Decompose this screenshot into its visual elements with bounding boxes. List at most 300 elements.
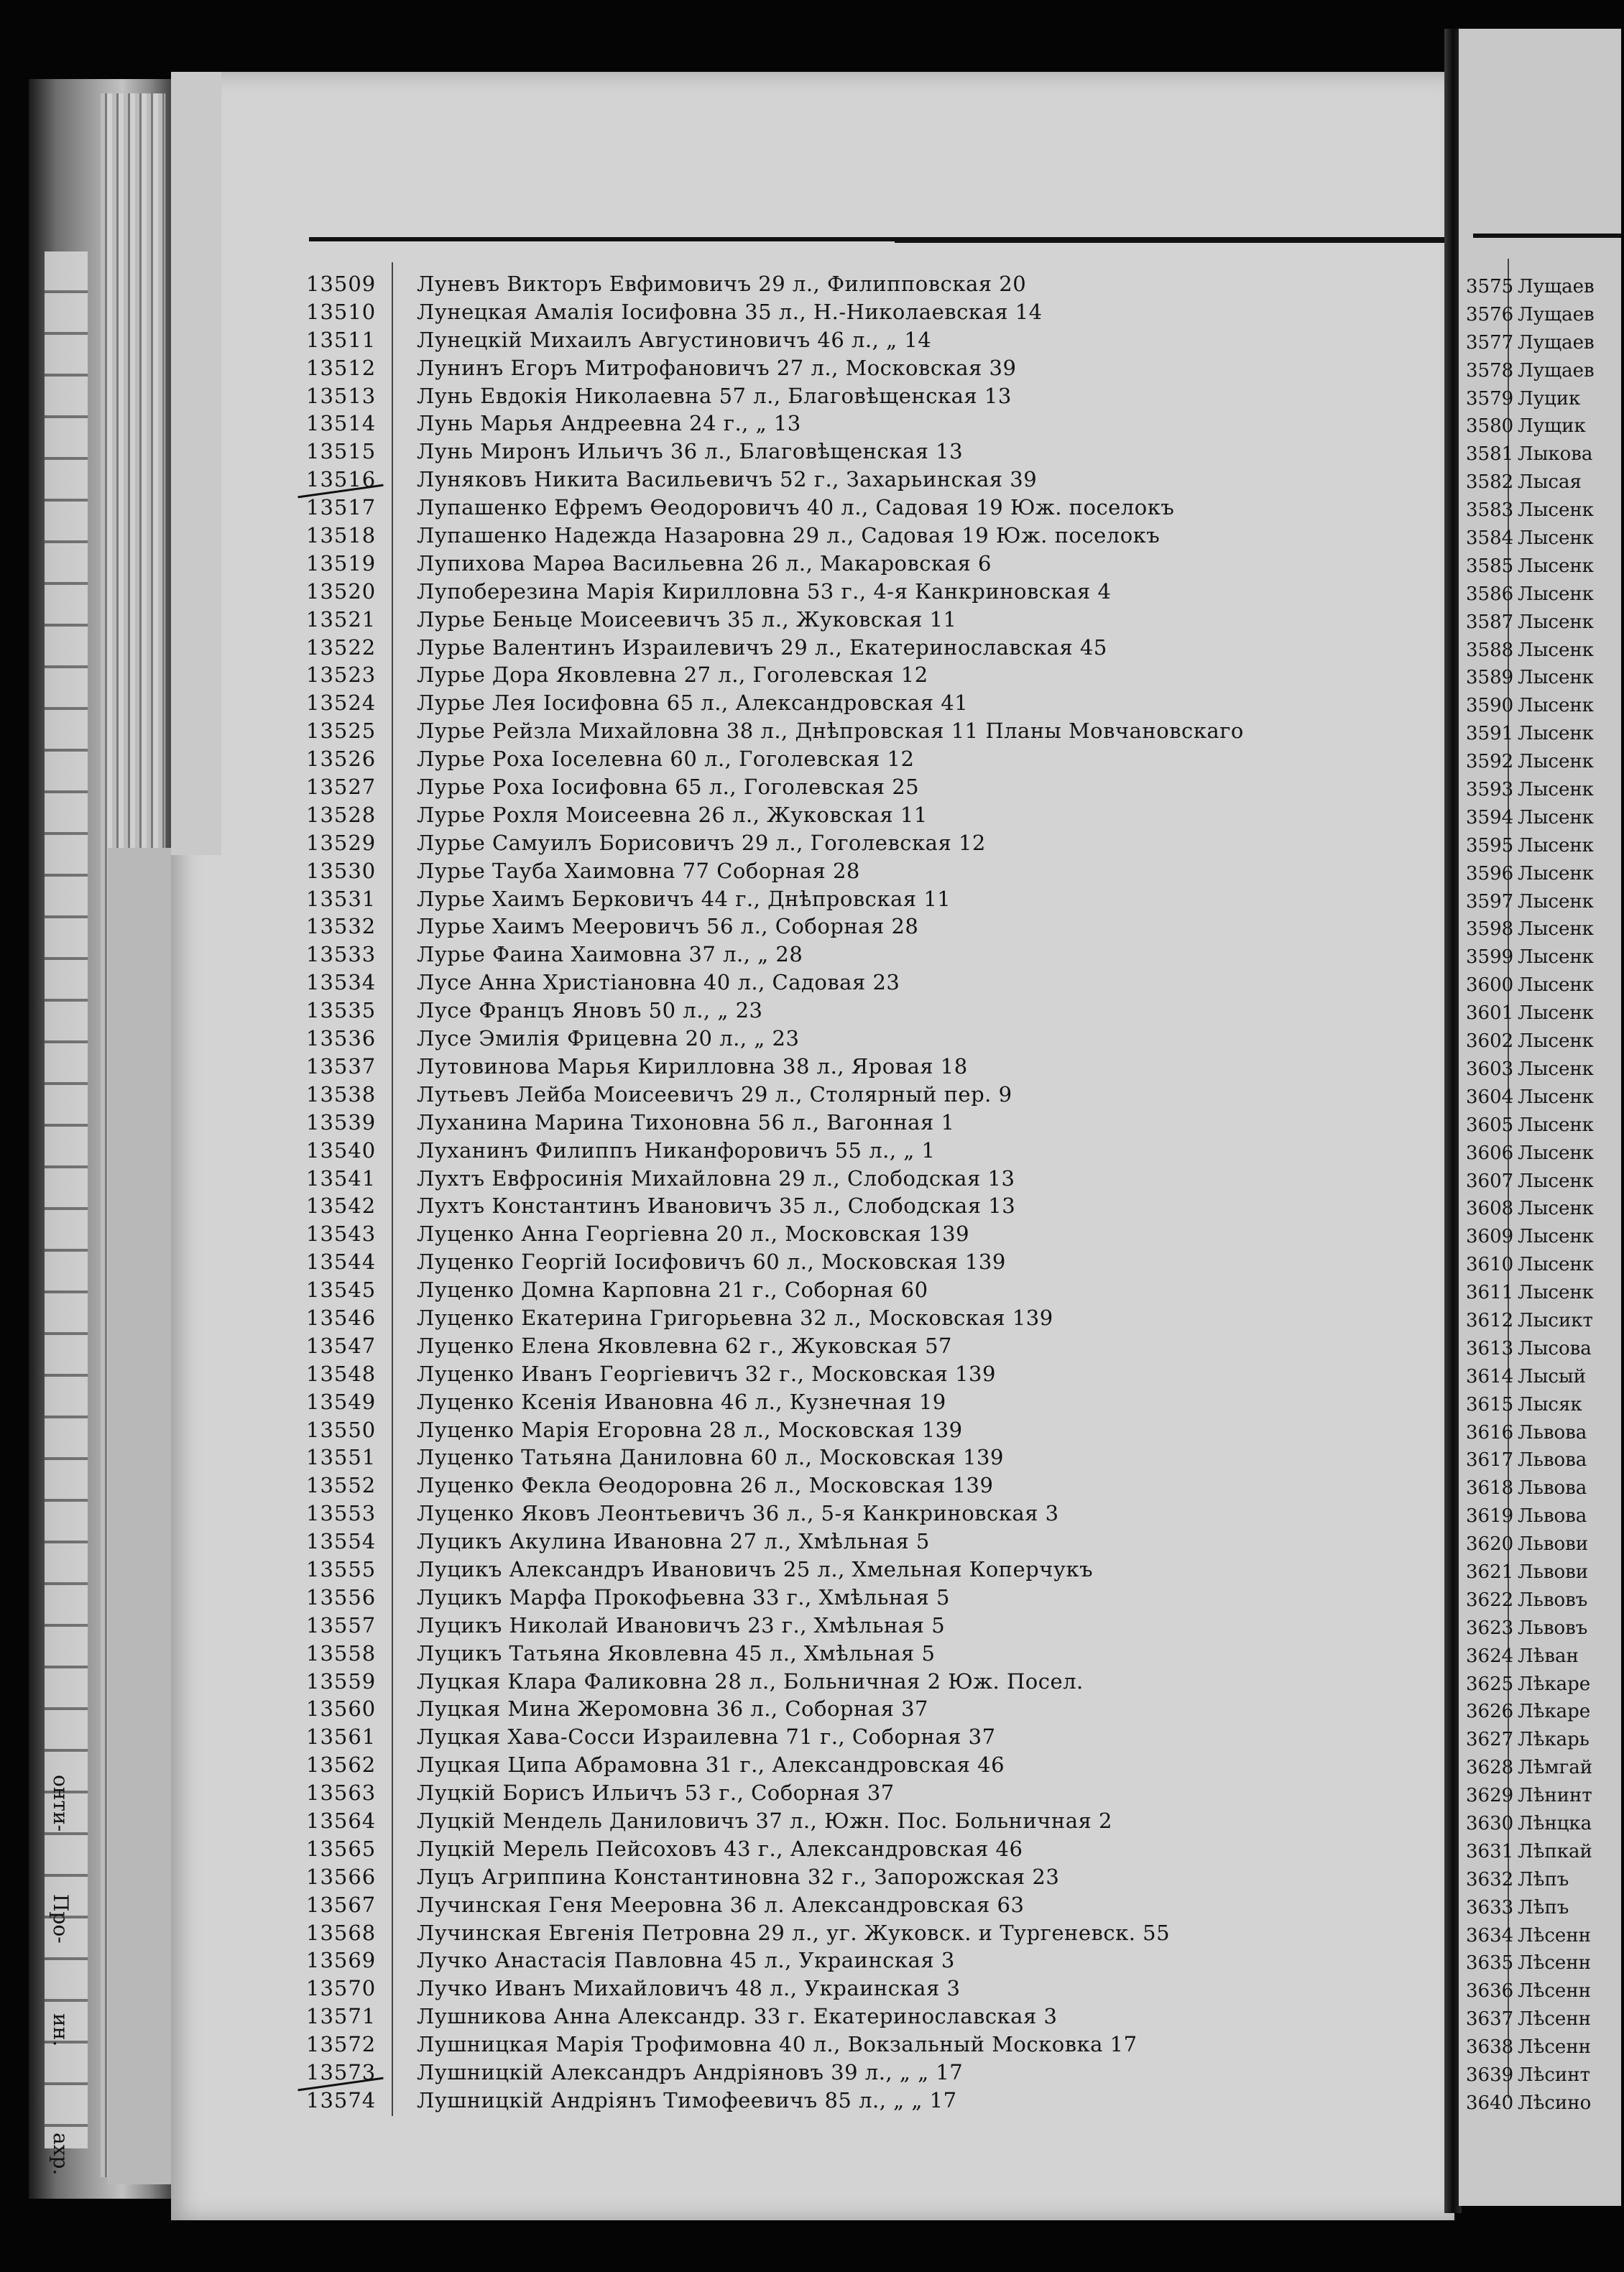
entry-text: Львова [1518,1505,1587,1528]
list-item [1466,804,1624,832]
list-item [306,773,1456,801]
list-item [1466,2005,1624,2033]
entry-text: Лучинская Евгенія Петровна 29 л., уг. Жуковск. и Тургеневск. 55 [417,1920,1171,1945]
entry-text: Лысенк [1518,667,1594,689]
entry-number: 13524 [306,691,377,716]
entry-number: 13574 [306,2087,377,2112]
entry-number: 3598 [1466,918,1514,941]
entry-text: Лущаев [1518,303,1595,325]
list-item [306,1751,1456,1779]
entry-number: 13531 [306,886,377,911]
entry-number: 13512 [306,355,377,380]
entry-number: 3603 [1466,1058,1514,1080]
list-item [306,941,1456,969]
entry-text: Луценко Татьяна Даниловна 60 л., Московская 139 [417,1445,1004,1470]
entry-text: Лухтъ Евфросинія Михайловна 29 л., Слободская 13 [417,1165,1015,1191]
list-item [1466,2089,1624,2118]
entry-text: Лѣкаре [1518,1673,1591,1695]
entry-text: Лысенк [1518,611,1594,633]
list-item [1466,1335,1624,1363]
list-item [306,522,1456,550]
entry-text: Лысяк [1518,1393,1582,1416]
entry-text: Лысенк [1518,834,1594,856]
list-item [1466,943,1624,971]
entry-text: Лупашенко Ефремъ Ѳеодоровичъ 40 л., Садовая 19 Юж. поселокъ [417,495,1175,520]
entry-number: 13519 [306,550,377,576]
entry-number: 3600 [1466,974,1514,997]
entry-number: 13546 [306,1305,377,1330]
list-item [1466,468,1624,497]
list-item [1466,1977,1624,2005]
entry-text: Луцкая Ципа Абрамовна 31 г., Александровская 46 [417,1753,1005,1778]
entry-number: 3631 [1466,1840,1514,1862]
entry-text: Лушникова Анна Александр. 33 г. Екатеринославская 3 [417,2004,1058,2029]
list-item [306,1025,1456,1053]
entry-number: 3615 [1466,1393,1514,1416]
entry-text: Лысенк [1518,1058,1594,1080]
entry-number: 3625 [1466,1673,1514,1695]
list-item [1466,1894,1624,1922]
list-item [306,1947,1456,1975]
list-item [1466,2033,1624,2061]
list-item [1466,1922,1624,1950]
entry-number: 3606 [1466,1142,1514,1164]
entry-text: Лысенк [1518,1086,1594,1108]
entry-number: 3578 [1466,359,1514,382]
list-item [306,1528,1456,1556]
entry-number: 13515 [306,439,377,464]
entry-number: 3628 [1466,1757,1514,1779]
list-item [1466,497,1624,525]
entry-number: 3585 [1466,555,1514,577]
entry-text: Луценко Ксенія Ивановна 46 л., Кузнечная 19 [417,1389,946,1414]
entry-number: 13561 [306,1724,377,1750]
entry-number: 13562 [306,1753,377,1778]
list-item [1466,1754,1624,1782]
list-item [306,1779,1456,1807]
entry-text: Луцкій Борисъ Ильичъ 53 г., Соборная 37 [417,1781,895,1806]
entry-text: Лысенк [1518,1142,1594,1164]
entry-number: 13558 [306,1640,377,1666]
entry-text: Луняковъ Никита Васильевичъ 52 г., Захарьинская 39 [417,467,1038,492]
list-item [306,1276,1456,1304]
entry-text: Лѣсенн [1518,1952,1591,1975]
list-item [306,1165,1456,1193]
entry-text: Лысенк [1518,1002,1594,1025]
list-item [306,382,1456,410]
entry-number: 3593 [1466,779,1514,801]
entry-text: Лунь Марья Андреевна 24 г., „ 13 [417,411,801,436]
entry-number: 3592 [1466,751,1514,773]
entry-number: 3595 [1466,834,1514,856]
entry-number: 3619 [1466,1505,1514,1528]
entry-number: 13569 [306,1948,377,1973]
entry-text: Лысикт [1518,1309,1593,1331]
list-item [1466,1251,1624,1279]
list-item [306,326,1456,354]
entry-text: Львовъ [1518,1589,1588,1611]
entry-text: Лунецкая Амалія Іосифовна 35 л., Н.-Николаевская 14 [417,299,1043,324]
list-item [1466,1056,1624,1084]
entry-number: 3601 [1466,1002,1514,1025]
entry-number: 3634 [1466,1924,1514,1947]
facing-entry-list [1466,273,1624,2118]
entry-text: Лысенк [1518,1226,1594,1248]
entry-number: 13522 [306,634,377,660]
entry-number: 13513 [306,383,377,408]
entry-list [306,270,1456,2115]
entry-text: Лысенк [1518,1170,1594,1192]
entry-number: 3629 [1466,1785,1514,1807]
list-item [306,1640,1456,1668]
list-item [1466,1558,1624,1587]
entry-text: Лурье Роха Іосифовна 65 л., Гоголевская 25 [417,775,920,800]
list-item [1466,776,1624,804]
entry-number: 3632 [1466,1868,1514,1890]
entry-text: Лучко Иванъ Михайловичъ 48 л., Украинская 3 [417,1976,961,2001]
entry-text: Лущаев [1518,276,1595,297]
entry-text: Луценко Домна Карповна 21 г., Соборная 60 [417,1278,928,1303]
entry-number: 3636 [1466,1980,1514,2003]
entry-number: 3604 [1466,1086,1514,1108]
entry-text: Лурье Фаина Хаимовна 37 л., „ 28 [417,942,803,967]
list-item [1466,1615,1624,1643]
entry-text: Лупашенко Надежда Назаровна 29 л., Садовая 19 Юж. поселокъ [417,523,1161,548]
entry-number: 3616 [1466,1421,1514,1444]
list-item [306,1053,1456,1081]
entry-number: 13557 [306,1612,377,1638]
entry-text: Лысенк [1518,1282,1594,1304]
entry-number: 13551 [306,1445,377,1470]
entry-number: 13573 [306,2060,377,2084]
entry-number: 13559 [306,1668,377,1694]
entry-text: Лурье Рохля Моисеевна 26 л., Жуковская 11 [417,802,928,827]
list-item [1466,385,1624,413]
entry-text: Лысенк [1518,555,1594,577]
entry-number: 13567 [306,1892,377,1917]
entry-text: Лурье Дора Яковлевна 27 л., Гоголевская 12 [417,662,928,688]
top-rule-thick [895,237,1452,243]
entry-number: 13548 [306,1361,377,1386]
entry-text: Луцикъ Николай Ивановичъ 23 г., Хмѣльная 5 [417,1612,946,1638]
list-item [1466,440,1624,468]
entry-text: Луханинъ Филиппъ Никанфоровичъ 55 л., „ 1 [417,1137,936,1163]
entry-text: Луневъ Викторъ Евфимовичъ 29 л., Филипповская 20 [417,272,1027,296]
list-item [306,885,1456,913]
entry-number: 3640 [1466,2092,1514,2114]
entry-number: 3624 [1466,1645,1514,1667]
entry-number: 13564 [306,1808,377,1833]
list-item [306,2003,1456,2031]
entry-number: 3617 [1466,1449,1514,1472]
entry-text: Лучинская Геня Мееровна 36 л. Александровская 63 [417,1892,1025,1917]
entry-number: 3590 [1466,695,1514,717]
entry-text: Луханина Марина Тихоновна 56 л., Вагонная 1 [417,1109,955,1135]
entry-number: 13565 [306,1836,377,1861]
entry-text: Лѣпкай [1518,1840,1592,1862]
list-item [1466,1671,1624,1699]
entry-text: Лурье Валентинъ Израилевичъ 29 л., Екатеринославская 45 [417,634,1107,660]
list-item [306,1556,1456,1584]
entry-number: 3586 [1466,583,1514,605]
entry-number: 13570 [306,1976,377,2001]
list-item [306,2087,1456,2115]
entry-text: Луцкая Клара Фаликовна 28 л., Больничная 2 Юж. Посел. [417,1668,1084,1694]
entry-number: 3639 [1466,2064,1514,2086]
entry-text: Лушницкій Андріянъ Тимофеевичъ 85 л., „ „ 17 [417,2087,957,2112]
entry-number: 3577 [1466,331,1514,354]
entry-number: 3614 [1466,1365,1514,1387]
entry-text: Лунецкій Михаилъ Августиновичъ 46 л., „ 14 [417,327,932,352]
entry-text: Луценко Анна Георгіевна 20 л., Московская 139 [417,1222,970,1247]
list-item [1466,1195,1624,1223]
entry-text: Лупоберезина Марія Кирилловна 53 г., 4-я Канкриновская 4 [417,578,1112,604]
list-item [1466,1223,1624,1251]
entry-text: Лысый [1518,1365,1586,1387]
list-item [306,606,1456,634]
list-item [1466,888,1624,916]
entry-text: Лысенк [1518,779,1594,801]
entry-number: 3588 [1466,639,1514,661]
entry-number: 13544 [306,1250,377,1275]
list-item [1466,1698,1624,1726]
list-item [306,801,1456,829]
entry-text: Лушницкій Александръ Андріяновъ 39 л., „ „ 17 [417,2060,964,2084]
list-item [1466,1949,1624,1977]
list-item [1466,1112,1624,1140]
entry-number: 3591 [1466,723,1514,745]
entry-text: Лунь Евдокія Николаевна 57 л., Благовѣщенская 13 [417,383,1012,408]
list-item [1466,1028,1624,1056]
entry-number: 3611 [1466,1282,1514,1304]
entry-number: 13509 [306,272,377,296]
entry-number: 13539 [306,1109,377,1135]
list-item [1466,832,1624,860]
entry-text: Лысенк [1518,946,1594,969]
entry-text: Лущаев [1518,359,1595,382]
entry-text: Лысенк [1518,695,1594,717]
list-item [1466,412,1624,440]
list-item [306,1835,1456,1863]
entry-number: 3630 [1466,1812,1514,1834]
list-item [1466,1866,1624,1894]
entry-number: 3622 [1466,1589,1514,1611]
list-item [306,1248,1456,1276]
entry-number: 3627 [1466,1729,1514,1751]
entry-text: Лыкова [1518,443,1593,466]
entry-number: 3626 [1466,1701,1514,1723]
entry-number: 3581 [1466,443,1514,466]
list-item [1466,860,1624,888]
entry-number: 13554 [306,1529,377,1554]
entry-number: 13572 [306,2032,377,2057]
entry-text: Луцикъ Александръ Ивановичъ 25 л., Хмельная Коперчукъ [417,1556,1094,1581]
entry-text: Лѣпъ [1518,1896,1569,1918]
entry-text: Луцкій Мерель Пейсоховъ 43 г., Александровская 46 [417,1836,1023,1861]
list-item [1466,664,1624,692]
list-item [1466,692,1624,720]
list-item [1466,1168,1624,1196]
entry-number: 13527 [306,775,377,800]
entry-number: 3575 [1466,276,1514,297]
entry-text: Лурье Хаимъ Берковичъ 44 г., Днѣпровская 11 [417,886,951,911]
entry-number: 13528 [306,802,377,827]
entry-number: 13541 [306,1165,377,1191]
entry-number: 3587 [1466,611,1514,633]
list-item [306,1444,1456,1472]
entry-text: Луценко Яковъ Леонтьевичъ 36 л., 5-я Канкриновская 3 [417,1501,1059,1526]
entry-text: Лысенк [1518,862,1594,885]
entry-number: 13553 [306,1501,377,1526]
entry-text: Лѣпъ [1518,1868,1569,1890]
entry-number: 13532 [306,914,377,939]
entry-number: 13514 [306,411,377,436]
entry-text: Лѣкарь [1518,1729,1590,1751]
binding-text: онти- Про- ин. ахр. [49,1775,73,2176]
list-item [1466,1782,1624,1810]
entry-number: 13543 [306,1222,377,1247]
entry-text: Лупихова Марѳа Васильевна 26 л., Макаровская 6 [417,550,992,576]
entry-number: 13563 [306,1781,377,1806]
list-item [1466,525,1624,553]
entry-number: 3637 [1466,2008,1514,2031]
list-item [1466,1838,1624,1866]
entry-text: Львови [1518,1561,1589,1583]
list-item [1466,1140,1624,1168]
entry-number: 3609 [1466,1226,1514,1248]
entry-number: 3620 [1466,1533,1514,1556]
entry-text: Луцкій Мендель Даниловичъ 37 л., Южн. Пос. Больничная 2 [417,1808,1112,1833]
entry-number: 3576 [1466,303,1514,325]
entry-text: Львови [1518,1533,1589,1556]
list-item [306,1668,1456,1696]
list-item [306,1863,1456,1891]
list-item [1466,915,1624,943]
entry-number: 13542 [306,1193,377,1219]
list-item [306,410,1456,438]
list-item [306,1472,1456,1500]
entry-text: Лѣсинт [1518,2064,1590,2086]
entry-number: 3621 [1466,1561,1514,1583]
entry-text: Луценко Фекла Ѳеодоровна 26 л., Московская 139 [417,1473,994,1498]
list-item [306,578,1456,606]
entry-number: 3635 [1466,1952,1514,1975]
list-item [306,1975,1456,2003]
list-item [1466,1419,1624,1447]
list-item [1466,1810,1624,1838]
entry-number: 3633 [1466,1896,1514,1918]
entry-text: Лысая [1518,471,1582,494]
entry-text: Львова [1518,1449,1587,1472]
list-item [306,466,1456,494]
entry-text: Лысенк [1518,1030,1594,1053]
entry-text: Лунь Миронъ Ильичъ 36 л., Благовѣщенская 13 [417,439,964,464]
entry-text: Лучко Анастасія Павловна 45 л., Украинская 3 [417,1948,955,1973]
entry-text: Лурье Самуилъ Борисовичъ 29 л., Гоголевская 12 [417,830,986,855]
entry-text: Лутовинова Марья Кирилловна 38 л., Яровая 18 [417,1053,968,1079]
list-item [1466,1084,1624,1112]
entry-text: Луценко Марія Егоровна 28 л., Московская 139 [417,1417,963,1442]
entry-number: 3638 [1466,2036,1514,2059]
list-item [1466,1726,1624,1754]
entry-text: Лысенк [1518,751,1594,773]
entry-text: Луцикъ Татьяна Яковлевна 45 л., Хмѣльная 5 [417,1640,936,1666]
list-item [1466,971,1624,999]
list-item [306,1304,1456,1332]
entry-text: Лусе Анна Христіановна 40 л., Садовая 23 [417,970,900,995]
entry-number: 13520 [306,578,377,604]
entry-text: Лысенк [1518,499,1594,522]
entry-number: 13521 [306,606,377,632]
entry-text: Луцик [1518,387,1581,410]
list-item [1466,1307,1624,1335]
entry-text: Лысенк [1518,583,1594,605]
list-item [306,634,1456,662]
entry-number: 13533 [306,942,377,967]
entry-text: Лысенк [1518,918,1594,941]
entry-number: 13511 [306,327,377,352]
list-item [1466,329,1624,357]
entry-text: Лѣкаре [1518,1701,1591,1723]
entry-number: 3605 [1466,1114,1514,1136]
entry-text: Лурье Тауба Хаимовна 77 Соборная 28 [417,858,860,883]
list-item [306,1919,1456,1947]
entry-number: 13535 [306,998,377,1023]
list-item [306,1081,1456,1109]
list-item [306,1723,1456,1751]
list-item [306,354,1456,382]
list-item [306,1137,1456,1165]
list-item [1466,553,1624,581]
entry-number: 13526 [306,747,377,772]
entry-text: Лысенк [1518,1114,1594,1136]
list-item [1466,1363,1624,1391]
entry-number: 3579 [1466,387,1514,410]
list-item [1466,609,1624,637]
entry-number: 3599 [1466,946,1514,969]
list-item [1466,1643,1624,1671]
entry-number: 3597 [1466,890,1514,913]
entry-text: Лысенк [1518,890,1594,913]
entry-number: 3618 [1466,1477,1514,1500]
entry-number: 3613 [1466,1337,1514,1359]
entry-text: Лѣнинт [1518,1785,1592,1807]
entry-text: Лѣван [1518,1645,1579,1667]
entry-text: Луцкая Хава-Сосси Израилевна 71 г., Соборная 37 [417,1724,996,1750]
entry-text: Лѣсино [1518,2092,1592,2114]
list-item [306,1500,1456,1528]
entry-text: Лухтъ Константинъ Ивановичъ 35 л., Слободская 13 [417,1193,1016,1219]
entry-text: Лѣнцка [1518,1812,1592,1834]
entry-text: Львова [1518,1477,1587,1500]
entry-text: Лунинъ Егоръ Митрофановичъ 27 л., Московская 39 [417,355,1017,380]
entry-number: 13556 [306,1584,377,1610]
list-item [306,1192,1456,1220]
list-item [1466,1587,1624,1615]
entry-text: Луценко Иванъ Георгіевичъ 32 г., Московская 139 [417,1361,996,1386]
list-item [306,1388,1456,1416]
entry-text: Лѣмгай [1518,1757,1593,1779]
entry-number: 13549 [306,1389,377,1414]
entry-text: Лушницкая Марія Трофимовна 40 л., Вокзальный Московка 17 [417,2032,1138,2057]
entry-number: 13545 [306,1278,377,1303]
entry-text: Лурье Лея Іосифовна 65 л., Александровская 41 [417,691,969,716]
list-item [306,829,1456,857]
entry-text: Луцкая Мина Жеромовна 36 л., Соборная 37 [417,1696,929,1722]
list-item [1466,357,1624,385]
entry-number: 3610 [1466,1254,1514,1276]
list-item [306,2031,1456,2059]
